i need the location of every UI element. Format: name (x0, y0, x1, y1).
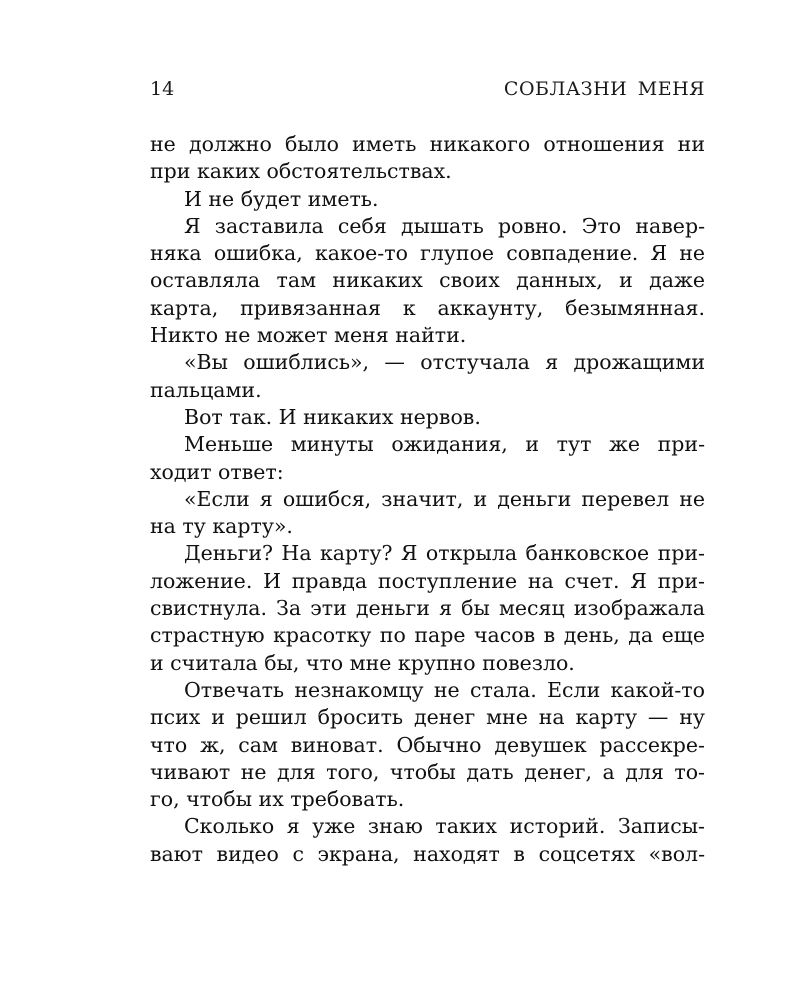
book-title: СОБЛАЗНИ МЕНЯ (503, 78, 705, 100)
text-line: Вот так. И никаких нервов. (184, 404, 481, 429)
text-line: Я заставила себя дышать ровно. Это навер- (184, 213, 705, 238)
text-line: ложение. И правда поступление на счет. Я при- (150, 568, 705, 593)
text-line: пальцами. (150, 377, 262, 402)
text-line: вают видео с экрана, находят в соцсетях «вол- (150, 841, 705, 866)
text-line: что ж, сам виноват. Обычно девушек рассекре- (150, 732, 705, 757)
page-number: 14 (150, 78, 175, 100)
text-line: го, чтобы их требовать. (150, 787, 405, 812)
text-line: И не будет иметь. (184, 186, 379, 211)
text-line: страстную красотку по паре часов в день, да еще (150, 623, 705, 648)
text-line: Деньги? На карту? Я открыла банковское при- (184, 541, 705, 566)
running-header (150, 78, 705, 106)
text-line: Отвечать незнакомцу не стала. Если какой-то (184, 677, 705, 702)
text-line: Никто не может меня найти. (150, 323, 467, 348)
body-text (150, 131, 705, 868)
text-line: «Вы ошиблись», — отстучала я дрожащими (184, 350, 705, 375)
text-line: чивают не для того, чтобы дать денег, а для то- (150, 759, 705, 784)
text-line: оставляла там никаких своих данных, и даже (150, 268, 705, 293)
text-line: «Если я ошибся, значит, и деньги перевел не (184, 486, 705, 511)
text-line: не должно было иметь никакого отношения ни (150, 132, 705, 156)
text-line: ходит ответ: (150, 459, 284, 484)
text-line: псих и решил бросить денег мне на карту — ну (150, 705, 705, 730)
text-line: карта, привязанная к аккаунту, безымянная. (150, 295, 705, 320)
text-line: при каких обстоятельствах. (150, 159, 452, 184)
text-line: няка ошибка, какое-то глупое совпадение. Я не (150, 241, 705, 266)
text-line: Сколько я уже знаю таких историй. Записы- (184, 814, 705, 839)
text-line: на ту карту». (150, 514, 293, 539)
text-line: Меньше минуты ожидания, и тут же при- (184, 432, 705, 457)
text-line: свистнула. За эти деньги я бы месяц изображала (150, 596, 705, 621)
text-line: и считала бы, что мне крупно повезло. (150, 650, 575, 675)
